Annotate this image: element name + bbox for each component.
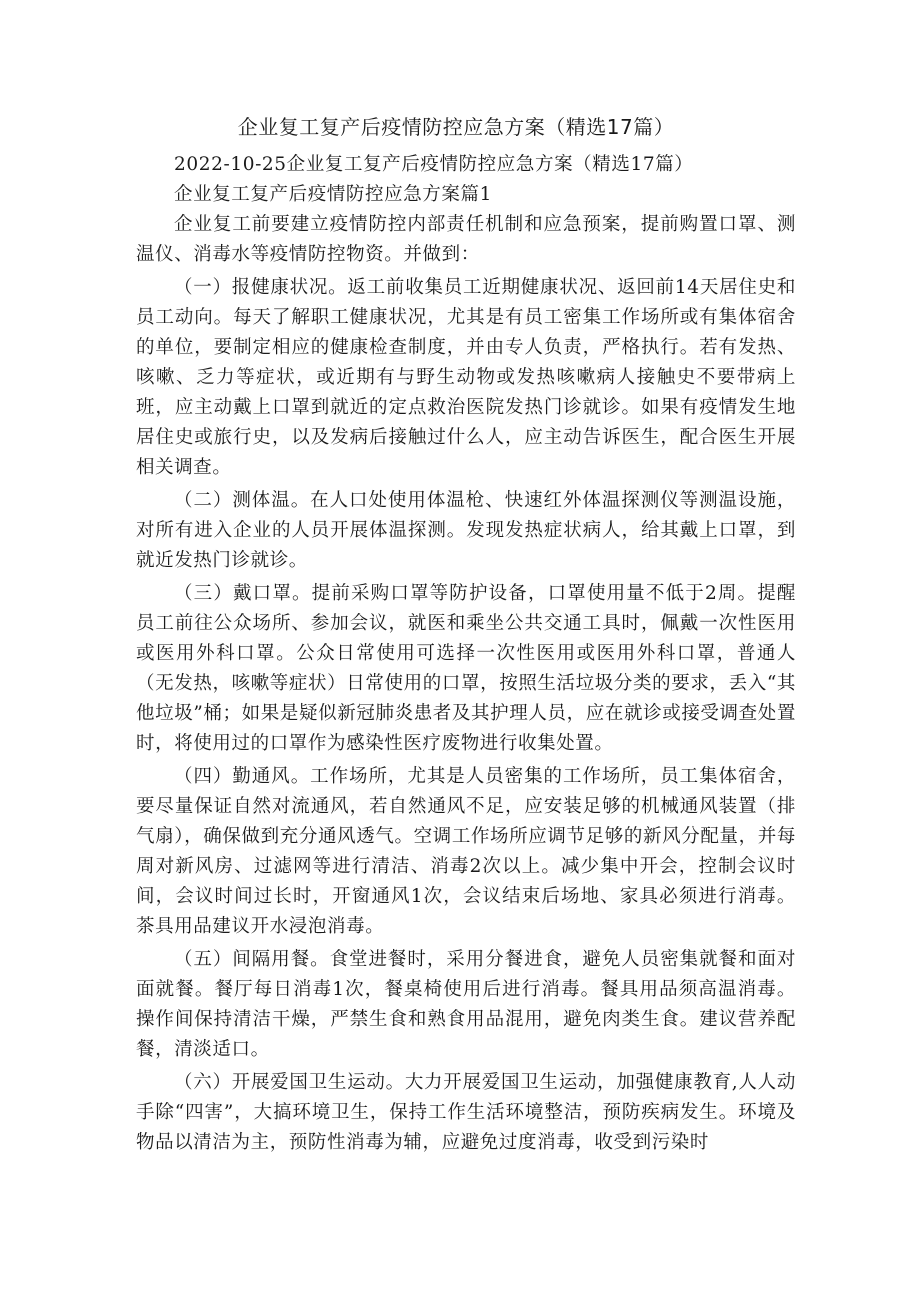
paragraph-temperature: （二）测体温。在人口处使用体温枪、快速红外体温探测仪等测温设施，对所有进入企业的人员开展体温探测。发现发热症状病人，给其戴上口罩，到就近发热门诊就诊。 <box>136 490 796 571</box>
paragraph-masks: （三）戴口罩。提前采购口罩等防护设备，口罩使用量不低于2周。提醒员工前往公众场所、参加会议，就医和乘坐公共交通工具时，佩戴一次性医用或医用外科口罩。公众日常使用可选择一次性医用或医用外科口罩，普通人（无发热，咳嗽等症状）日常使用的口罩，按照生活垃圾分类的要求，丢入“其他垃圾”桶；如果是疑似新冠肺炎患者及其护理人员，应在就诊或接受调查处置时，将使用过的口罩作为感染性医疗废物进行收集处置。 <box>136 583 796 754</box>
date-line: 2022-10-25企业复工复产后疫情防控应急方案（精选17篇） <box>174 154 694 175</box>
paragraph-dining: （五）间隔用餐。食堂进餐时，采用分餐进食，避免人员密集就餐和面对面就餐。餐厅每日消毒1次，餐桌椅使用后进行消毒。餐具用品须高温消毒。操作间保持清洁干燥，严禁生食和熟食用品混用，避免肉类生食。建议营养配餐，清淡适口。 <box>136 949 796 1060</box>
section-subtitle: 企业复工复产后疫情防控应急方案篇1 <box>174 184 492 205</box>
paragraph-health-status: （一）报健康状况。返工前收集员工近期健康状况、返回前14天居住史和员工动向。每天了解职工健康状况，尤其是有员工密集工作场所或有集体宿舍的单位，要制定相应的健康检查制度，并由专人负责，严格执行。若有发热、咳嗽、乏力等症状，或近期有与野生动物或发热咳嗽病人接触史不要带病上班，应主动戴上口罩到就近的定点救治医院发热门诊就诊。如果有疫情发生地居住史或旅行史，以及发病后接触过什么人，应主动告诉医生，配合医生开展相关调查。 <box>136 277 796 478</box>
paragraph-intro: 企业复工前要建立疫情防控内部责任机制和应急预案，提前购置口罩、测温仪、消毒水等疫情防控物资。并做到： <box>136 214 796 265</box>
document-title: 企业复工复产后疫情防控应急方案（精选17篇） <box>237 115 675 139</box>
paragraph-ventilation: （四）勤通风。工作场所，尤其是人员密集的工作场所，员工集体宿舍，要尽量保证自然对流通风，若自然通风不足，应安装足够的机械通风装置（排气扇），确保做到充分通风透气。空调工作场所应调节足够的新风分配量，并每周对新风房、过滤网等进行清洁、消毒2次以上。减少集中开会，控制会议时间，会议时间过长时，开窗通风1次，会议结束后场地、家具必须进行消毒。茶具用品建议开水浸泡消毒。 <box>136 766 796 937</box>
paragraph-sanitation: （六）开展爱国卫生运动。大力开展爱国卫生运动，加强健康教育,人人动手除“四害”，大搞环境卫生，保持工作生活环境整洁，预防疾病发生。环境及物品以清洁为主，预防性消毒为辅，应避免过度消毒，收受到污染时 <box>136 1072 796 1153</box>
document-page <box>136 112 796 1161</box>
